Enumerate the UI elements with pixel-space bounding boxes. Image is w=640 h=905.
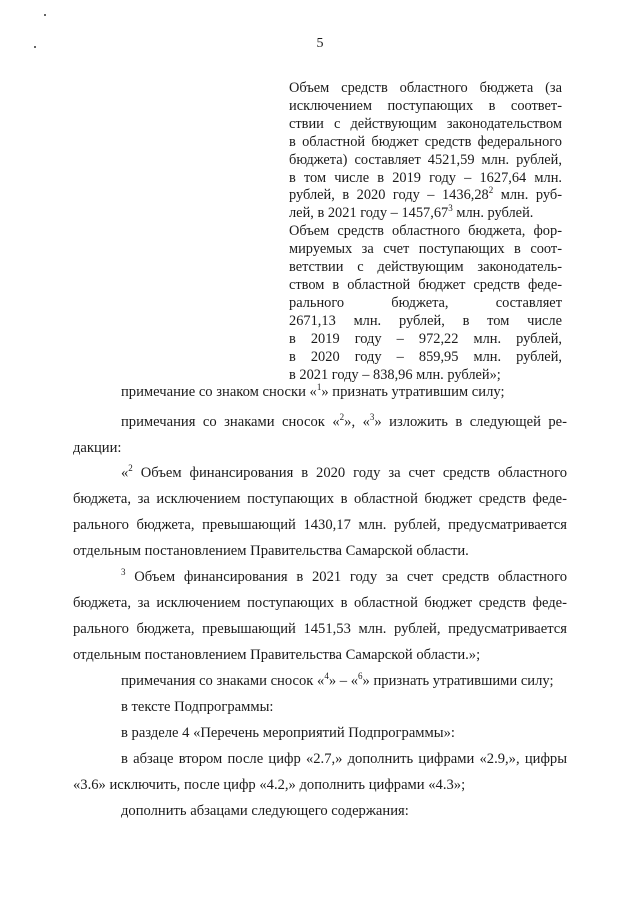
footnote-mark: 4 bbox=[324, 671, 329, 681]
text-line: в том числе в 2019 году – 1627,64 млн. bbox=[289, 169, 562, 186]
text-line: примечания со знаками сносок «$^2$», «$^3$» изложить в следующей ре- bbox=[121, 412, 568, 430]
scan-mark bbox=[44, 14, 46, 16]
text-line: Объем средств областного бюджета (за bbox=[289, 80, 562, 96]
text-line: отдельным постановлением Правительства Самарской области.»; bbox=[73, 647, 481, 663]
text-line: Объем средств областного бюджета, фор- bbox=[289, 223, 562, 240]
text-line: ствии с действующим законодательством bbox=[289, 115, 562, 132]
text-line: мируемых за счет поступающих в соот- bbox=[289, 241, 562, 258]
text-line: дакции: bbox=[73, 440, 122, 456]
text-line: рального бюджета, превышающий 1430,17 млн. рублей, предусматривается bbox=[73, 517, 567, 533]
text-line: рального бюджета, составляет bbox=[289, 294, 562, 311]
text-line: примечания со знаками сносок «$^4$» – «$^6$» признать утратившими силу; bbox=[121, 671, 554, 689]
page-number: 5 bbox=[316, 36, 324, 51]
text-line: в 2019 году – 972,22 млн. рублей, bbox=[289, 330, 562, 347]
text-line: в 2020 году – 859,95 млн. рублей, bbox=[289, 348, 562, 365]
budget-amount-block bbox=[289, 80, 562, 384]
paragraph-second-para bbox=[73, 746, 567, 798]
paragraph-footnote-1 bbox=[73, 379, 567, 405]
footnote-mark: 1 bbox=[316, 382, 322, 392]
text-line: $^3$ Объем финансирования в 2021 году за счет средств областного bbox=[121, 567, 567, 585]
paragraph-section-4 bbox=[73, 720, 567, 746]
text-line: в областной бюджет средств федерального bbox=[289, 133, 562, 150]
text-line: в 2021 году – 838,96 млн. рублей»; bbox=[289, 366, 501, 383]
paragraph-subprogram-text bbox=[73, 694, 567, 720]
text-line: 2671,13 млн. рублей, в том числе bbox=[289, 312, 562, 329]
text-line: рублей, в 2020 году – 1436,28$^2$ млн. руб- bbox=[289, 185, 562, 204]
text-line: ветствии с действующим законодатель- bbox=[289, 259, 562, 276]
text-line: бюджета, за исключением поступающих в областной бюджет средств феде- bbox=[73, 491, 567, 507]
footnote-mark: 3 bbox=[369, 412, 375, 422]
paragraph-footnotes-2-3 bbox=[73, 409, 567, 461]
footnote-mark: 3 bbox=[448, 203, 453, 214]
text-line: дополнить абзацами следующего содержания: bbox=[121, 803, 409, 819]
footnote-mark: 6 bbox=[358, 671, 363, 681]
footnote-mark: 2 bbox=[339, 412, 345, 422]
text-line: в абзаце втором после цифр «2.7,» дополнить цифрами «2.9,», цифры bbox=[121, 751, 567, 767]
text-line: отдельным постановлением Правительства Самарской области. bbox=[73, 543, 469, 559]
text-line: примечание со знаком сноски «$^1$» признать утратившим силу; bbox=[121, 382, 505, 400]
paragraph-footnote-3-text bbox=[73, 564, 567, 668]
text-line: ством в областной бюджет средств феде- bbox=[289, 276, 562, 293]
text-line: в тексте Подпрограммы: bbox=[121, 699, 274, 715]
text-line: в разделе 4 «Перечень мероприятий Подпрограммы»: bbox=[121, 725, 455, 741]
text-line: «$^2$ Объем финансирования в 2020 году за счет средств областного bbox=[121, 463, 567, 481]
paragraph-footnotes-4-6 bbox=[73, 668, 567, 694]
text-line: исключением поступающих в соответ- bbox=[289, 97, 562, 114]
text-line: рального бюджета, превышающий 1451,53 млн. рублей, предусматривается bbox=[73, 621, 567, 637]
paragraph-footnote-2-text bbox=[73, 460, 567, 564]
footnote-mark: 2 bbox=[128, 463, 133, 473]
footnote-mark: 3 bbox=[121, 567, 126, 577]
text-line: бюджета) составляет 4521,59 млн. рублей, bbox=[289, 151, 562, 168]
text-line: «3.6» исключить, после цифр «4.2,» дополнить цифрами «4.3»; bbox=[73, 777, 466, 793]
text-line: лей, в 2021 году – 1457,67$^3$ млн. рублей. bbox=[289, 203, 534, 222]
footnote-mark: 2 bbox=[488, 185, 494, 196]
text-line: бюджета, за исключением поступающих в областной бюджет средств феде- bbox=[73, 595, 567, 611]
paragraph-add-paragraphs bbox=[73, 798, 567, 824]
